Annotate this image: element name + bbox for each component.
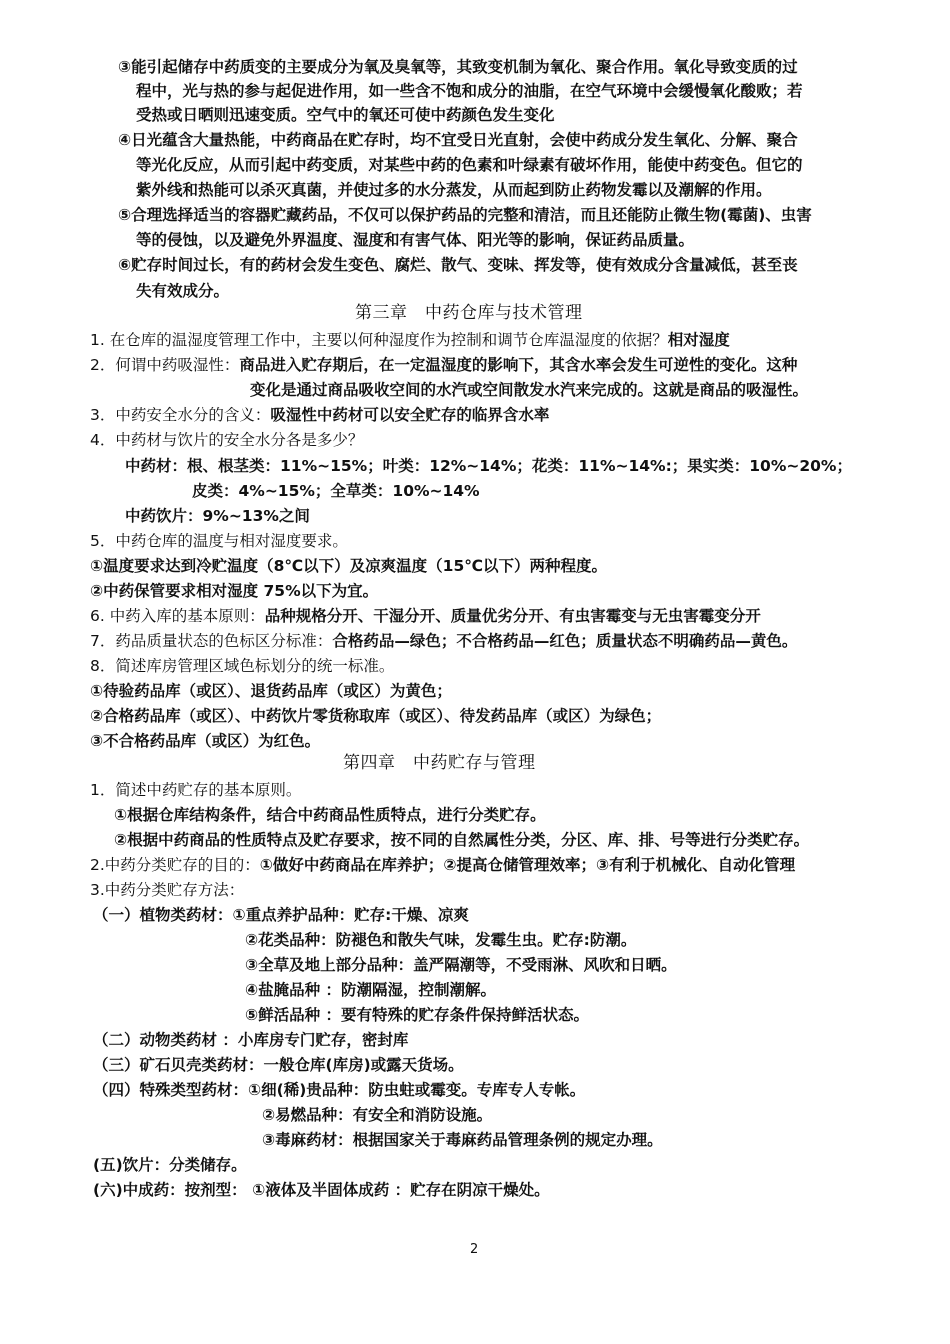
para-5-line-1: [118, 205, 812, 225]
answer: 中药饮片：9%~13%之间: [125, 507, 310, 525]
question: 5．中药仓库的温度与相对湿度要求。: [90, 532, 348, 550]
c4-q3-plants-3: [245, 955, 677, 975]
q6: [90, 606, 761, 626]
answer: (五)饮片：分类储存。: [93, 1156, 247, 1174]
question: 4．中药材与饮片的安全水分各是多少？: [90, 431, 364, 449]
text: 程中，光与热的参与起促进作用，如一些含不饱和成分的油脂，在空气环境中会缓慢氧化酸败；若: [136, 82, 803, 100]
question: 3．中药安全水分的含义：: [90, 406, 271, 424]
c4-q3-animals: [93, 1030, 408, 1050]
answer: （四）特殊类型药材：①细(稀)贵品种：防虫蛀或霉变。专库专人专帐。: [93, 1081, 586, 1099]
text: ④日光蕴含大量热能，中药商品在贮存时，均不宜受日光直射，会使中药成分发生氧化、分解、聚合: [118, 131, 798, 149]
c4-q3-special-3: [262, 1130, 663, 1150]
page-number: 2: [470, 1242, 479, 1257]
q8: [90, 656, 394, 676]
c4-q3-plants-5: [245, 1005, 589, 1025]
question: 2.中药分类贮存的目的：: [90, 856, 260, 874]
q8-answer-2: [90, 706, 661, 726]
answer: ①温度要求达到冷贮温度（8℃以下）及凉爽温度（15℃以下）两种程度。: [90, 557, 608, 575]
text: 等的侵蚀，以及避免外界温度、湿度和有害气体、阳光等的影响，保证药品质量。: [136, 231, 695, 249]
answer: ②花类品种：防褪色和散失气味，发霉生虫。贮存:防潮。: [245, 931, 637, 949]
answer: 品种规格分开、干湿分开、质量优劣分开、有虫害霉变与无虫害霉变分开: [264, 607, 761, 625]
text: 失有效成分。: [136, 282, 230, 300]
answer: 变化是通过商品吸收空间的水汽或空间散发水汽来完成的。这就是商品的吸湿性。: [250, 381, 809, 399]
c4-q2: [90, 855, 795, 875]
question: 6. 中药入库的基本原则：: [90, 607, 265, 625]
text: ③能引起储存中药质变的主要成分为氧及臭氧等，其致变机制为氧化、聚合作用。氧化导致变质的过: [118, 58, 798, 76]
q1: [90, 330, 730, 350]
c4-q3-plants-2: [245, 930, 636, 950]
text: 第四章 中药贮存与管理: [343, 753, 536, 773]
answer: ⑤鲜活品种 ：要有特殊的贮存条件保持鲜活状态。: [245, 1006, 590, 1024]
answer: 商品进入贮存期后，在一定温湿度的影响下，其含水率会发生可逆性的变化。这种: [239, 356, 798, 374]
answer: ②中药保管要求相对湿度 75%以下为宜。: [90, 582, 379, 600]
q4-herbs-line-2: [192, 481, 480, 501]
c4-q1-answer-1: [114, 805, 546, 825]
para-3-line-2: [136, 81, 803, 101]
c4-q3-plants: [93, 905, 469, 925]
q4: [90, 430, 363, 450]
text: 等光化反应，从而引起中药变质，对某些中药的色素和叶绿素有破坏作用，能使中药变色。但它的: [136, 156, 803, 174]
answer: (六)中成药：按剂型： ①液体及半固体成药 ：贮存在阴凉干燥处。: [93, 1181, 550, 1199]
q3: [90, 405, 549, 425]
question: 8．简述库房管理区域色标划分的统一标准。: [90, 657, 395, 675]
para-4-line-3: [136, 180, 772, 200]
q8-answer-1: [90, 681, 452, 701]
answer: （一）植物类药材：①重点养护品种：贮存:干燥、凉爽: [93, 906, 469, 924]
para-5-line-2: [136, 230, 694, 250]
q5-answer-2: [90, 581, 378, 601]
para-4-line-2: [136, 155, 803, 175]
para-6-line-2: [136, 281, 229, 301]
q7: [90, 631, 797, 651]
answer: 相对湿度: [667, 331, 730, 349]
c4-q3-special-2: [262, 1105, 492, 1125]
question: 7．药品质量状态的色标区分标准：: [90, 632, 333, 650]
q5-answer-1: [90, 556, 607, 576]
chapter-3-heading: [355, 303, 583, 323]
text: 紫外线和热能可以杀灭真菌，并使过多的水分蒸发，从而起到防止药物发霉以及潮解的作用。: [136, 181, 772, 199]
question: 3.中药分类贮存方法：: [90, 881, 245, 899]
c4-q3-patent: [93, 1180, 550, 1200]
answer: ③毒麻药材：根据国家关于毒麻药品管理条例的规定办理。: [262, 1131, 663, 1149]
answer: （三）矿石贝壳类药材：一般仓库(库房)或露天货场。: [93, 1056, 464, 1074]
answer: 中药材：根、根茎类：11%~15%；叶类：12%~14%；花类：11%~14%:；果实类：10%~20%；: [125, 457, 852, 475]
answer: ①做好中药商品在库养护；②提高仓储管理效率；③有利于机械化、自动化管理: [259, 856, 796, 874]
para-6-line-1: [118, 255, 798, 275]
answer: ①待验药品库（或区）、退货药品库（或区）为黄色；: [90, 682, 452, 700]
answer: ③不合格药品库（或区）为红色。: [90, 732, 321, 750]
question: 1．简述中药贮存的基本原则。: [90, 781, 302, 799]
answer: （二）动物类药材 ：小库房专门贮存，密封库: [93, 1031, 409, 1049]
text: 受热或日晒则迅速变质。空气中的氧还可使中药颜色发生变化: [136, 106, 555, 124]
q4-herbs: [125, 456, 852, 476]
c4-q3: [90, 880, 244, 900]
c4-q3-minerals: [93, 1055, 464, 1075]
q8-answer-3: [90, 731, 320, 751]
q2-line-2: [250, 380, 808, 400]
answer: ③全草及地上部分品种：盖严隔潮等，不受雨淋、风吹和日晒。: [245, 956, 677, 974]
q2: [90, 355, 797, 375]
answer: ②合格药品库（或区）、中药饮片零货称取库（或区）、待发药品库（或区）为绿色；: [90, 707, 662, 725]
para-3-line-3: [136, 105, 555, 125]
c4-q3-slices: [93, 1155, 247, 1175]
c4-q3-plants-4: [245, 980, 496, 1000]
c4-q3-special: [93, 1080, 585, 1100]
para-3-line-1: [118, 57, 798, 77]
answer: ④盐腌品种 ：防潮隔湿，控制潮解。: [245, 981, 497, 999]
question: 1. 在仓库的温湿度管理工作中，主要以何种湿度作为控制和调节仓库温湿度的依据？: [90, 331, 668, 349]
answer: 合格药品—绿色；不合格药品—红色；质量状态不明确药品—黄色。: [332, 632, 798, 650]
c4-q1-answer-2: [114, 830, 809, 850]
question: 2．何谓中药吸湿性：: [90, 356, 240, 374]
text: 第三章 中药仓库与技术管理: [355, 303, 583, 323]
text: ⑥贮存时间过长，有的药材会发生变色、腐烂、散气、变味、挥发等，使有效成分含量减低，甚至丧: [118, 256, 798, 274]
chapter-4-heading: [343, 753, 536, 773]
answer: ①根据仓库结构条件，结合中药商品性质特点，进行分类贮存。: [114, 806, 546, 824]
c4-q1: [90, 780, 301, 800]
answer: 皮类：4%~15%；全草类：10%~14%: [192, 482, 480, 500]
q5: [90, 531, 348, 551]
answer: ②易燃品种：有安全和消防设施。: [262, 1106, 493, 1124]
q4-slices: [125, 506, 310, 526]
para-4-line-1: [118, 130, 798, 150]
answer: ②根据中药商品的性质特点及贮存要求，按不同的自然属性分类，分区、库、排、号等进行分类贮存。: [114, 831, 810, 849]
answer: 吸湿性中药材可以安全贮存的临界含水率: [270, 406, 550, 424]
text: ⑤合理选择适当的容器贮藏药品，不仅可以保护药品的完整和清洁，而且还能防止微生物(霉菌)、虫害: [118, 206, 812, 224]
